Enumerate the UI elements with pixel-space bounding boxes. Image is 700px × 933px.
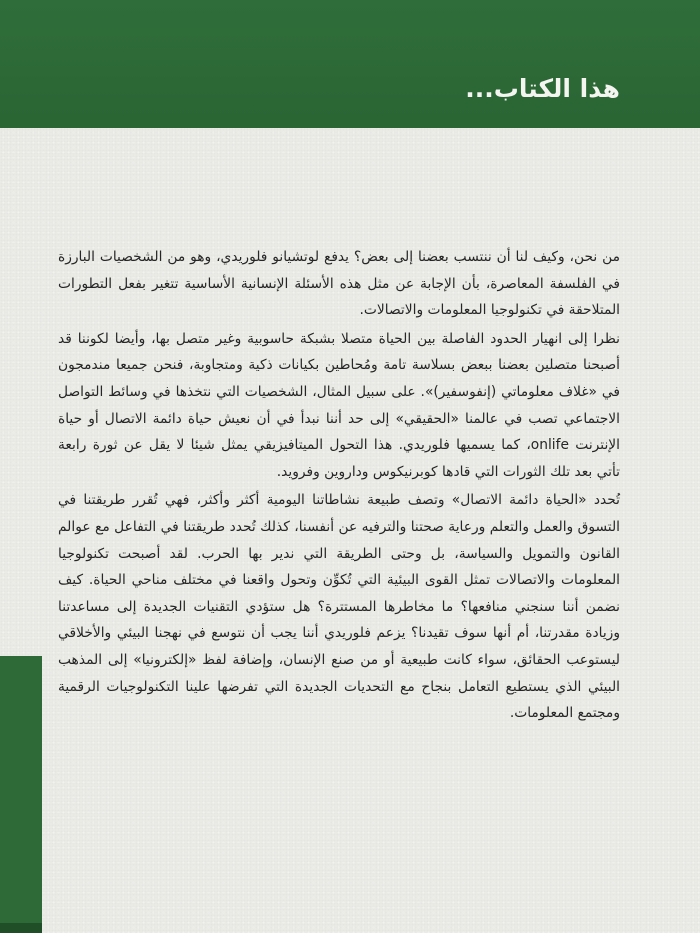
paragraph-2: نظرا إلى انهيار الحدود الفاصلة بين الحياة متصلا بشبكة حاسوبية وغير متصل بها، وأيضا لكوننا قد أصبحنا متصلين بعضنا ببعض بسلاسة تامة ومُحاطين بكيانات ذكية ومتجاوبة، فنحن جميعا مندمجون في «غلاف معلوماتي (إنفوسفير)». على سبيل المثال، الشخصيات التي نتخذها في وسائط التواصل الاجتماعي تصب في عالمنا «الحقيقي» إلى حد أننا نبدأ في أن نعيش حياة دائمة الاتصال أو حياة الإنترنت onlife، كما يسميها فلوريدي. هذا التحول الميتافيزيقي يمثل شيئا لا يقل عن ثورة رابعة تأتي بعد تلك الثورات التي قادها كوبرنيكوس وداروين وفرويد.: [58, 330, 620, 480]
paragraph-1: من نحن، وكيف لنا أن ننتسب بعضنا إلى بعض؟ يدفع لوتشيانو فلوريدي، وهو من الشخصيات البارزة في الفلسفة المعاصرة، بأن الإجابة عن مثل هذه الأسئلة الإنسانية الأساسية تتغير بفعل التطورات المتلاحقة في تكنولوجيا المعلومات والاتصالات.: [58, 249, 620, 319]
body-text: [58, 244, 620, 727]
side-green-strip: [0, 656, 42, 933]
top-green-band: [0, 0, 700, 128]
section-heading: هذا الكتاب...: [465, 74, 620, 103]
paragraph-3: تُحدد «الحياة دائمة الاتصال» وتصف طبيعة نشاطاتنا اليومية أكثر وأكثر، فهي تُقرر طريقتنا في التسوق والعمل والتعلم ورعاية صحتنا والترفيه عن أنفسنا، كذلك تُحدد طريقتنا في التفاعل مع عوالم القانون والتمويل والسياسة، بل وحتى الطريقة التي ندير بها الحرب. لقد أصبحت تكنولوجيا المعلومات والاتصالات تمثل القوى البيئية التي تُكوِّن وتحول واقعنا في مختلف مناحي الحياة. كيف نضمن أننا سنجني منافعها؟ ما مخاطرها المستترة؟ هل ستؤدي التقنيات الجديدة إلى مساعدتنا وزيادة مقدرتنا، أم أنها سوف تقيدنا؟ يزعم فلوريدي أننا يجب أن نتوسع في نهجنا البيئي والأخلاقي ليستوعب الحقائق، سواء كانت طبيعية أو من صنع الإنسان، وإضافة لفظ «إلكترونيا» إلى المذهب البيئي الذي يستطيع التعامل بنجاح مع التحديات الجديدة التي تفرضها علينا التكنولوجيات الرقمية ومجتمع المعلومات.: [58, 492, 620, 722]
